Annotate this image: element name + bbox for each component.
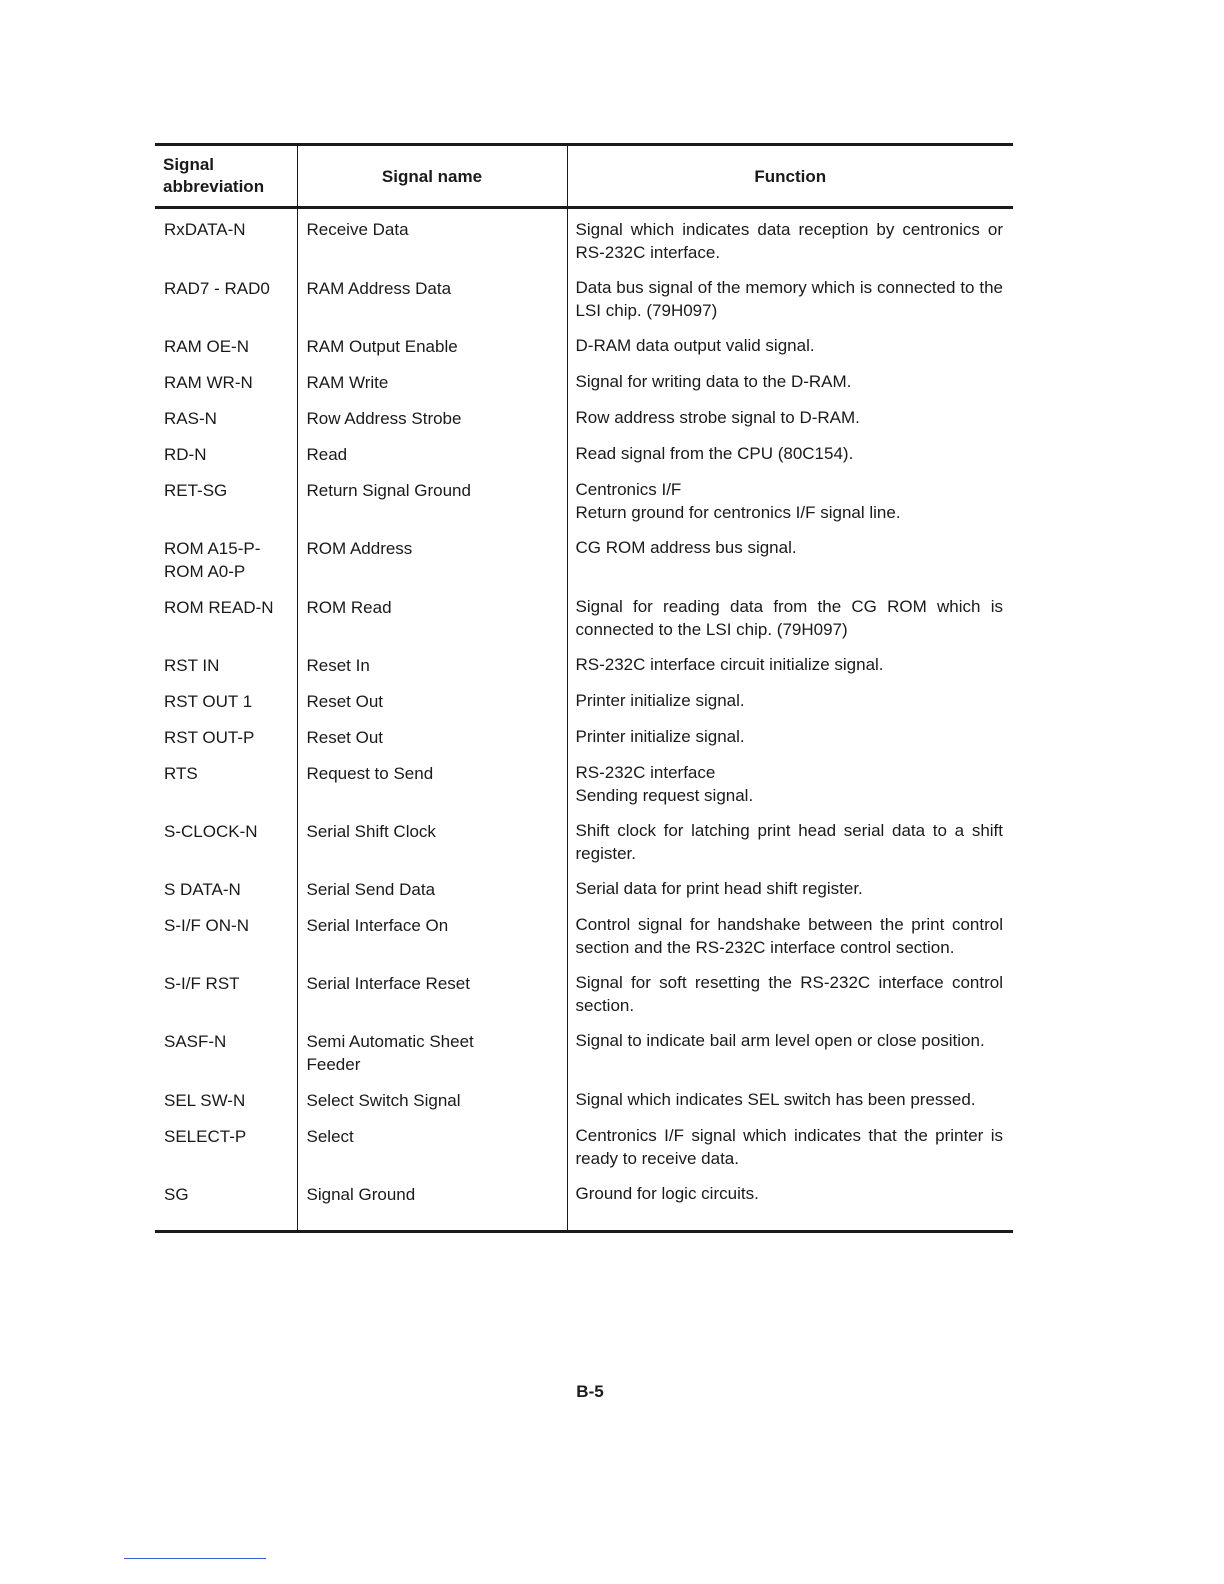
table-row <box>155 719 1013 755</box>
cell-signal-name-text: ROM Read <box>306 598 392 617</box>
cell-abbreviation-text: RAS-N <box>164 409 217 428</box>
cell-signal-name-text: Reset Out <box>306 728 384 747</box>
cell-abbreviation-text: RAM WR-N <box>164 373 253 392</box>
cell-function-text: Printer initialize signal. <box>575 727 745 746</box>
cell-signal-name <box>297 871 567 907</box>
cell-signal-name <box>297 907 567 965</box>
table-row <box>155 1082 1013 1118</box>
cell-function-text: Centronics I/F <box>575 480 682 499</box>
cell-abbreviation <box>155 270 297 328</box>
cell-function-text: Return ground for centronics I/F signal line. <box>575 503 901 522</box>
cell-function <box>567 871 1013 907</box>
header-function: Function <box>567 145 1013 208</box>
cell-function-text: Signal for reading data from the CG ROM which is connected to the LSI chip. (79H097) <box>575 597 1003 639</box>
cell-signal-name-text: Signal Ground <box>306 1185 416 1204</box>
cell-function-text: RS-232C interface <box>575 763 716 782</box>
cell-function <box>567 364 1013 400</box>
cell-signal-name-text: Request to Send <box>306 764 434 783</box>
cell-function-text: Signal which indicates SEL switch has been pressed. <box>575 1090 976 1109</box>
cell-function-text: Signal which indicates data reception by centronics or RS-232C interface. <box>575 220 1003 262</box>
cell-function <box>567 719 1013 755</box>
table-row <box>155 472 1013 530</box>
cell-signal-name-text: Serial Interface Reset <box>306 974 470 993</box>
table-row <box>155 589 1013 647</box>
cell-function-text: Printer initialize signal. <box>575 691 745 710</box>
cell-signal-name-text: Reset Out <box>306 692 384 711</box>
cell-function <box>567 472 1013 530</box>
table-row <box>155 208 1013 271</box>
table-row <box>155 436 1013 472</box>
cell-abbreviation <box>155 755 297 813</box>
cell-signal-name <box>297 1118 567 1176</box>
cell-abbreviation <box>155 1023 297 1082</box>
header-signal-name: Signal name <box>297 145 567 208</box>
table-row <box>155 1023 1013 1082</box>
header-abbreviation-line: Signal <box>163 155 215 174</box>
cell-signal-name-text: Return Signal Ground <box>306 481 471 500</box>
cell-signal-name-text: Serial Shift Clock <box>306 822 436 841</box>
cell-function-text: CG ROM address bus signal. <box>575 538 797 557</box>
cell-abbreviation <box>155 328 297 364</box>
table-body <box>155 208 1013 1232</box>
cell-signal-name <box>297 364 567 400</box>
cell-abbreviation <box>155 1118 297 1176</box>
cell-signal-name-text: RAM Output Enable <box>306 337 458 356</box>
cell-signal-name <box>297 472 567 530</box>
cell-signal-name <box>297 1176 567 1232</box>
cell-function-text: Control signal for handshake between the print control section and the RS-232C interface control section. <box>575 915 1003 957</box>
cell-abbreviation-text: S-I/F ON-N <box>164 916 249 935</box>
table-row <box>155 1118 1013 1176</box>
table-row <box>155 530 1013 589</box>
cell-signal-name <box>297 270 567 328</box>
cell-function <box>567 965 1013 1023</box>
cell-abbreviation <box>155 719 297 755</box>
cell-abbreviation <box>155 647 297 683</box>
cell-function <box>567 400 1013 436</box>
cell-abbreviation-text: ROM READ-N <box>164 598 274 617</box>
cell-abbreviation-text: RST IN <box>164 656 220 675</box>
cell-signal-name <box>297 530 567 589</box>
cell-signal-name-text: Serial Interface On <box>306 916 449 935</box>
cell-signal-name-text: Feeder <box>306 1055 361 1074</box>
cell-function-text: Signal for soft resetting the RS-232C interface control section. <box>575 973 1003 1015</box>
footer-rule <box>124 1558 266 1559</box>
cell-abbreviation <box>155 1176 297 1232</box>
table-row <box>155 1176 1013 1232</box>
cell-abbreviation-text: SELECT-P <box>164 1127 247 1146</box>
cell-abbreviation <box>155 1082 297 1118</box>
cell-abbreviation <box>155 907 297 965</box>
table-row <box>155 683 1013 719</box>
cell-signal-name-text: Read <box>306 445 348 464</box>
cell-signal-name <box>297 683 567 719</box>
table-row <box>155 364 1013 400</box>
cell-function-text: Shift clock for latching print head serial data to a shift register. <box>575 821 1003 863</box>
cell-signal-name-text: ROM Address <box>306 539 413 558</box>
cell-signal-name <box>297 436 567 472</box>
cell-abbreviation-text: S-I/F RST <box>164 974 240 993</box>
cell-signal-name <box>297 813 567 871</box>
cell-function <box>567 530 1013 589</box>
cell-signal-name <box>297 647 567 683</box>
cell-function <box>567 1082 1013 1118</box>
cell-abbreviation <box>155 589 297 647</box>
cell-abbreviation <box>155 813 297 871</box>
table-row <box>155 965 1013 1023</box>
cell-signal-name <box>297 400 567 436</box>
cell-signal-name-text: Select <box>306 1127 354 1146</box>
page-number: B-5 <box>576 1382 604 1401</box>
cell-abbreviation-text: S DATA-N <box>164 880 241 899</box>
cell-function <box>567 436 1013 472</box>
cell-function-text: Signal to indicate bail arm level open or close position. <box>575 1031 985 1050</box>
cell-signal-name-text: Select Switch Signal <box>306 1091 461 1110</box>
cell-signal-name-text: RAM Write <box>306 373 389 392</box>
cell-abbreviation <box>155 208 297 271</box>
cell-abbreviation-text: ROM A15-P- <box>164 539 261 558</box>
cell-function <box>567 1023 1013 1082</box>
cell-function <box>567 683 1013 719</box>
cell-abbreviation <box>155 364 297 400</box>
header-abbreviation <box>155 145 297 208</box>
cell-abbreviation-text: SG <box>164 1185 189 1204</box>
cell-function-text: Sending request signal. <box>575 786 754 805</box>
cell-function-text: D-RAM data output valid signal. <box>575 336 815 355</box>
cell-abbreviation <box>155 683 297 719</box>
cell-signal-name-text: Reset In <box>306 656 370 675</box>
header-abbreviation-line: abbreviation <box>163 177 265 196</box>
cell-abbreviation-text: RTS <box>164 764 198 783</box>
table-row <box>155 813 1013 871</box>
cell-function <box>567 907 1013 965</box>
cell-signal-name <box>297 208 567 271</box>
cell-signal-name <box>297 1023 567 1082</box>
cell-signal-name-text: Row Address Strobe <box>306 409 462 428</box>
cell-function <box>567 328 1013 364</box>
cell-abbreviation <box>155 472 297 530</box>
cell-abbreviation <box>155 400 297 436</box>
table-row <box>155 647 1013 683</box>
cell-function <box>567 589 1013 647</box>
cell-function-text: Ground for logic circuits. <box>575 1184 759 1203</box>
cell-function-text: Serial data for print head shift register. <box>575 879 863 898</box>
cell-function <box>567 1118 1013 1176</box>
cell-abbreviation-text: RST OUT 1 <box>164 692 253 711</box>
cell-signal-name <box>297 1082 567 1118</box>
cell-abbreviation-text: S-CLOCK-N <box>164 822 258 841</box>
signal-table <box>155 143 1013 1233</box>
cell-abbreviation-text: RST OUT-P <box>164 728 255 747</box>
cell-abbreviation-text: RET-SG <box>164 481 228 500</box>
cell-signal-name <box>297 965 567 1023</box>
cell-function <box>567 208 1013 271</box>
cell-function-text: Data bus signal of the memory which is connected to the LSI chip. (79H097) <box>575 278 1003 320</box>
table-header-row <box>155 145 1013 208</box>
cell-abbreviation-text: RxDATA-N <box>164 220 246 239</box>
cell-signal-name <box>297 589 567 647</box>
cell-function-text: Read signal from the CPU (80C154). <box>575 444 854 463</box>
cell-abbreviation-text: RAD7 - RAD0 <box>164 279 270 298</box>
table-row <box>155 871 1013 907</box>
cell-function-text: Signal for writing data to the D-RAM. <box>575 372 852 391</box>
table-row <box>155 328 1013 364</box>
cell-function-text: RS-232C interface circuit initialize signal. <box>575 655 884 674</box>
table-row <box>155 755 1013 813</box>
cell-abbreviation-text: RAM OE-N <box>164 337 249 356</box>
cell-function-text: Row address strobe signal to D-RAM. <box>575 408 860 427</box>
table-row <box>155 907 1013 965</box>
cell-abbreviation <box>155 965 297 1023</box>
cell-abbreviation-text: RD-N <box>164 445 207 464</box>
table-row <box>155 270 1013 328</box>
cell-function <box>567 755 1013 813</box>
cell-signal-name <box>297 719 567 755</box>
cell-abbreviation-text: ROM A0-P <box>164 562 246 581</box>
cell-abbreviation <box>155 530 297 589</box>
cell-signal-name <box>297 755 567 813</box>
cell-abbreviation <box>155 436 297 472</box>
cell-function <box>567 647 1013 683</box>
cell-function <box>567 270 1013 328</box>
cell-function <box>567 813 1013 871</box>
cell-abbreviation-text: SASF-N <box>164 1032 227 1051</box>
cell-function-text: Centronics I/F signal which indicates that the printer is ready to receive data. <box>575 1126 1003 1168</box>
cell-signal-name-text: RAM Address Data <box>306 279 452 298</box>
table-row <box>155 400 1013 436</box>
cell-signal-name-text: Serial Send Data <box>306 880 436 899</box>
cell-abbreviation-text: SEL SW-N <box>164 1091 246 1110</box>
cell-signal-name <box>297 328 567 364</box>
cell-signal-name-text: Semi Automatic Sheet <box>306 1032 474 1051</box>
cell-signal-name-text: Receive Data <box>306 220 409 239</box>
cell-abbreviation <box>155 871 297 907</box>
cell-function <box>567 1176 1013 1232</box>
